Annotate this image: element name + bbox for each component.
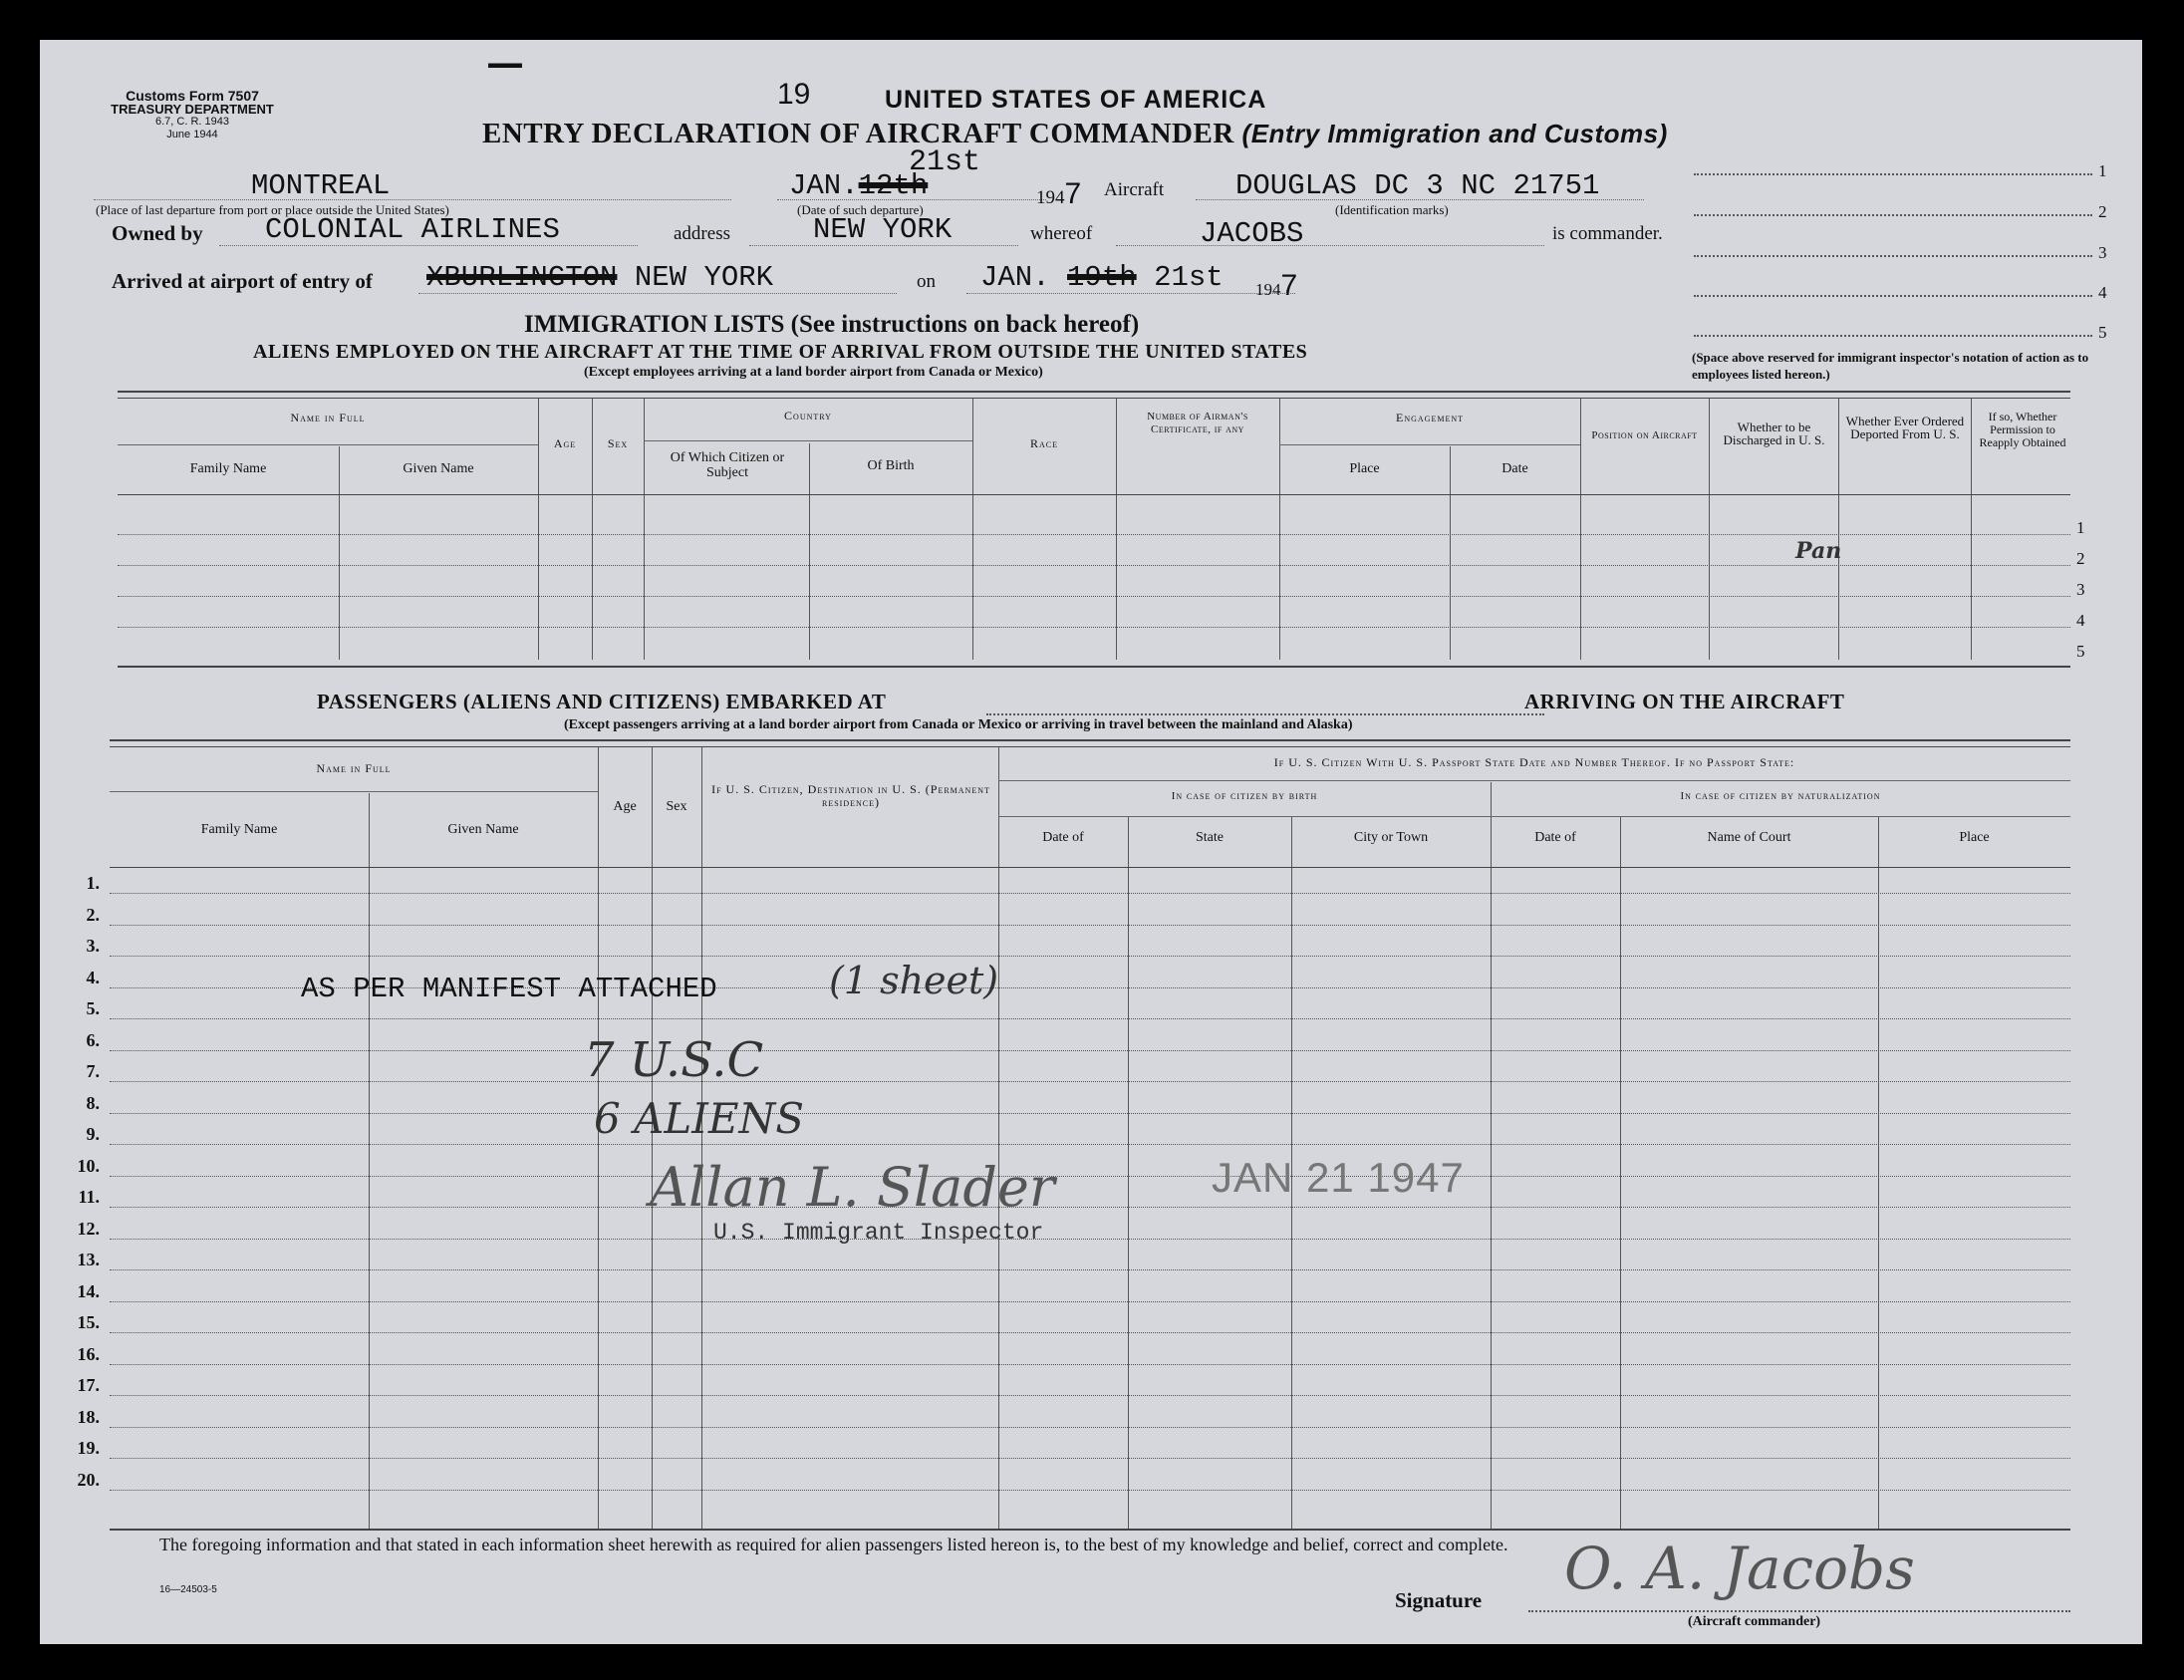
side-number-4: 4 <box>2098 283 2107 302</box>
passenger-row-number: 14. <box>77 1280 100 1301</box>
passenger-row-number: 6. <box>86 1029 100 1050</box>
passenger-row-number: 12. <box>77 1218 100 1239</box>
pax-header-sex: Sex <box>666 799 687 814</box>
arrival-year <box>1255 269 1297 303</box>
passenger-row-number: 2. <box>86 904 100 925</box>
passenger-row-number: 8. <box>86 1092 100 1113</box>
arrival-year-prefix: 194 <box>1255 280 1281 299</box>
commander-value: JACOBS <box>1200 217 1304 250</box>
imm-header-position: Position on Aircraft <box>1591 429 1698 441</box>
arrival-label: Arrived at airport of entry of <box>112 269 373 293</box>
departure-year <box>1036 177 1081 211</box>
owned-label: Owned by <box>112 221 203 245</box>
pax-header-by-birth: In case of citizen by birth <box>1171 790 1318 802</box>
departure-date-month: JAN. <box>789 169 859 202</box>
sheets-note: (1 sheet) <box>829 959 999 1002</box>
imm-header-date: Date <box>1502 461 1528 476</box>
arrival-year-digit: 7 <box>1280 269 1298 302</box>
passenger-row-line <box>110 1301 2070 1302</box>
handwritten-mark: Pan <box>1795 538 1842 564</box>
commander-signature: O. A. Jacobs <box>1564 1535 1915 1602</box>
passenger-row-number: 9. <box>86 1124 100 1144</box>
pax-header-court: Name of Court <box>1707 830 1791 845</box>
side-number-1: 1 <box>2098 161 2107 180</box>
form-cfr: 6.7, C. R. 1943 <box>155 116 229 128</box>
imm-header-sex: Sex <box>607 436 629 450</box>
passenger-row-line <box>110 1050 2070 1051</box>
owner-value: COLONIAL AIRLINES <box>265 213 560 246</box>
passenger-row-number: 17. <box>77 1375 100 1395</box>
signature-caption: (Aircraft commander) <box>1688 1614 1821 1629</box>
imm-header-place: Place <box>1349 461 1380 476</box>
passenger-row-number: 10. <box>77 1155 100 1176</box>
passenger-row-line <box>110 1490 2070 1491</box>
passenger-row-number: 4. <box>86 967 100 987</box>
form-date: June 1944 <box>166 129 218 140</box>
departure-year-digit: 7 <box>1064 177 1082 210</box>
side-note: (Space above reserved for immigrant inspector's notation of action as to employees listed hereon.) <box>1692 350 2089 382</box>
date-stamp: JAN 21 1947 <box>1212 1154 1465 1201</box>
passenger-row-line <box>110 1239 2070 1240</box>
imm-header-discharged: Whether to be Discharged in U. S. <box>1723 420 1825 447</box>
print-code: 16—24503-5 <box>159 1584 217 1595</box>
passenger-row-line <box>110 1176 2070 1177</box>
passenger-row-line <box>110 1458 2070 1459</box>
arrival-date <box>980 261 1224 294</box>
address-label: address <box>674 223 730 244</box>
imm-header-birth: Of Birth <box>867 458 915 473</box>
passenger-row-line <box>110 1018 2070 1019</box>
passenger-row-number: 1. <box>86 873 100 893</box>
form-title <box>482 118 1668 150</box>
pax-header-state: State <box>1196 830 1224 845</box>
commander-label: is commander. <box>1552 223 1663 244</box>
imm-header-name: Name in Full <box>290 411 366 424</box>
pax-header-passport: If U. S. Citizen With U. S. Passport State Date and Number Thereof. If no Passport State: <box>1273 755 1795 769</box>
imm-header-country: Country <box>784 409 832 422</box>
pax-header-name: Name in Full <box>316 761 392 775</box>
country-heading: UNITED STATES OF AMERICA <box>885 86 1267 114</box>
aircraft-caption: (Identification marks) <box>1335 202 1449 217</box>
passenger-row-number: 3. <box>86 936 100 956</box>
aircraft-value: DOUGLAS DC 3 NC 21751 <box>1235 169 1600 202</box>
pax-header-city: City or Town <box>1353 830 1429 845</box>
imm-row-number-4: 4 <box>2076 611 2085 630</box>
pax-header-destination: If U. S. Citizen, Destination in U. S. (Permanent residence) <box>711 782 990 809</box>
departure-place-caption: (Place of last departure from port or place outside the United States) <box>96 202 449 217</box>
side-number-2: 2 <box>2098 202 2107 221</box>
imm-row-number-5: 5 <box>2076 642 2085 661</box>
pax-header-date-of-2: Date of <box>1534 830 1576 845</box>
passenger-row-line <box>110 1395 2070 1396</box>
imm-row-number-3: 3 <box>2076 580 2085 599</box>
form-title-main: ENTRY DECLARATION OF AIRCRAFT COMMANDER <box>482 118 1234 149</box>
passenger-row-line <box>110 1144 2070 1145</box>
immigration-note: (Except employees arriving at a land border airport from Canada or Mexico) <box>584 365 1043 380</box>
aliens-count: 6 ALIENS <box>594 1094 805 1143</box>
arrival-value: NEW YORK <box>634 261 774 294</box>
arrival-date-struck: 19th <box>1067 261 1137 294</box>
aircraft-label: Aircraft <box>1104 179 1165 200</box>
top-number: 19 <box>777 78 811 111</box>
departure-date-struck: 12th <box>858 169 929 202</box>
side-number-3: 3 <box>2098 243 2107 262</box>
manifest-note: AS PER MANIFEST ATTACHED <box>301 973 717 1005</box>
passenger-row-line <box>110 956 2070 957</box>
departure-year-prefix: 194 <box>1036 187 1065 208</box>
passenger-row-line <box>110 1113 2070 1114</box>
departure-place: MONTREAL <box>251 169 391 202</box>
passenger-row-line <box>110 1332 2070 1333</box>
passenger-row-number: 15. <box>77 1312 100 1332</box>
imm-row-number-1: 1 <box>2076 518 2085 537</box>
document-page <box>40 40 2142 1644</box>
immigration-title: IMMIGRATION LISTS (See instructions on back hereof) <box>524 311 1140 338</box>
pax-header-place: Place <box>1959 830 1990 845</box>
passenger-row-line <box>110 1364 2070 1365</box>
departure-date-caption: (Date of such departure) <box>797 202 924 217</box>
arrival-date-day: 21st <box>1154 261 1224 294</box>
whereof-label: whereof <box>1030 223 1093 244</box>
imm-header-family: Family Name <box>189 461 267 476</box>
inspector-signature: Allan L. Slader <box>650 1156 1055 1219</box>
imm-header-airman: Number of Airman's Certificate, if any <box>1147 411 1248 435</box>
immigration-subtitle: ALIENS EMPLOYED ON THE AIRCRAFT AT THE TIME OF ARRIVAL FROM OUTSIDE THE UNITED STATES <box>253 341 1308 363</box>
footer-statement: The foregoing information and that stated in each information sheet herewith as required for alien passengers listed hereon is, to the best of my knowledge and belief, correct and complete. <box>159 1535 1508 1554</box>
form-dept: TREASURY DEPARTMENT <box>111 102 274 117</box>
pax-header-by-naturalization: In case of citizen by naturalization <box>1680 790 1881 802</box>
passengers-note: (Except passengers arriving at a land border airport from Canada or Mexico or arriving in travel between the mainland and Alaska) <box>564 717 1353 732</box>
passenger-row-line <box>110 1207 2070 1208</box>
passenger-row-number: 20. <box>77 1469 100 1490</box>
passenger-row-number: 7. <box>86 1061 100 1081</box>
passenger-row-number: 16. <box>77 1343 100 1364</box>
form-number: Customs Form 7507 <box>126 88 259 104</box>
usc-count: 7 U.S.C <box>584 1032 764 1088</box>
passenger-row-number: 18. <box>77 1406 100 1427</box>
passenger-row-line <box>110 1427 2070 1428</box>
side-number-5: 5 <box>2098 323 2107 342</box>
arrival-place <box>426 261 773 294</box>
imm-header-engagement: Engagement <box>1396 411 1464 424</box>
pax-header-date-of: Date of <box>1042 830 1084 845</box>
departure-date <box>789 169 928 202</box>
inspector-stamp: U.S. Immigrant Inspector <box>713 1220 1044 1246</box>
imm-row-number-2: 2 <box>2076 549 2085 568</box>
passenger-row-line <box>110 1269 2070 1270</box>
passenger-row-number: 11. <box>78 1187 100 1207</box>
imm-header-age: Age <box>553 436 577 450</box>
signature-label: Signature <box>1395 1588 1483 1612</box>
passenger-row-number: 5. <box>86 998 100 1018</box>
departure-date-correction: 21st <box>909 145 981 179</box>
passengers-title-right: ARRIVING ON THE AIRCRAFT <box>1524 690 1845 713</box>
passenger-row-line <box>110 893 2070 894</box>
form-title-sub: (Entry Immigration and Customs) <box>1241 119 1668 148</box>
passenger-row-number: 19. <box>77 1438 100 1458</box>
imm-header-citizen: Of Which Citizen or Subject <box>670 450 785 480</box>
arrival-struck: XBURLINGTON <box>426 261 618 294</box>
imm-header-given: Given Name <box>403 461 474 476</box>
pax-header-family: Family Name <box>200 822 278 837</box>
passengers-title-left: PASSENGERS (ALIENS AND CITIZENS) EMBARKED AT <box>317 690 887 713</box>
passenger-row-line <box>110 925 2070 926</box>
imm-header-deported: Whether Ever Ordered Deported From U. S. <box>1845 414 1965 441</box>
arrival-on-label: on <box>917 271 936 292</box>
imm-header-permission: If so, Whether Permission to Reapply Obtained <box>1979 410 2066 449</box>
passenger-row-number: 13. <box>77 1250 100 1269</box>
corner-mark: — <box>486 40 524 85</box>
arrival-date-month: JAN. <box>980 261 1050 294</box>
pax-header-age: Age <box>613 799 637 814</box>
passenger-row-line <box>110 1081 2070 1082</box>
pax-header-given: Given Name <box>447 822 519 837</box>
address-value: NEW YORK <box>813 213 953 246</box>
imm-header-race: Race <box>1029 436 1058 450</box>
